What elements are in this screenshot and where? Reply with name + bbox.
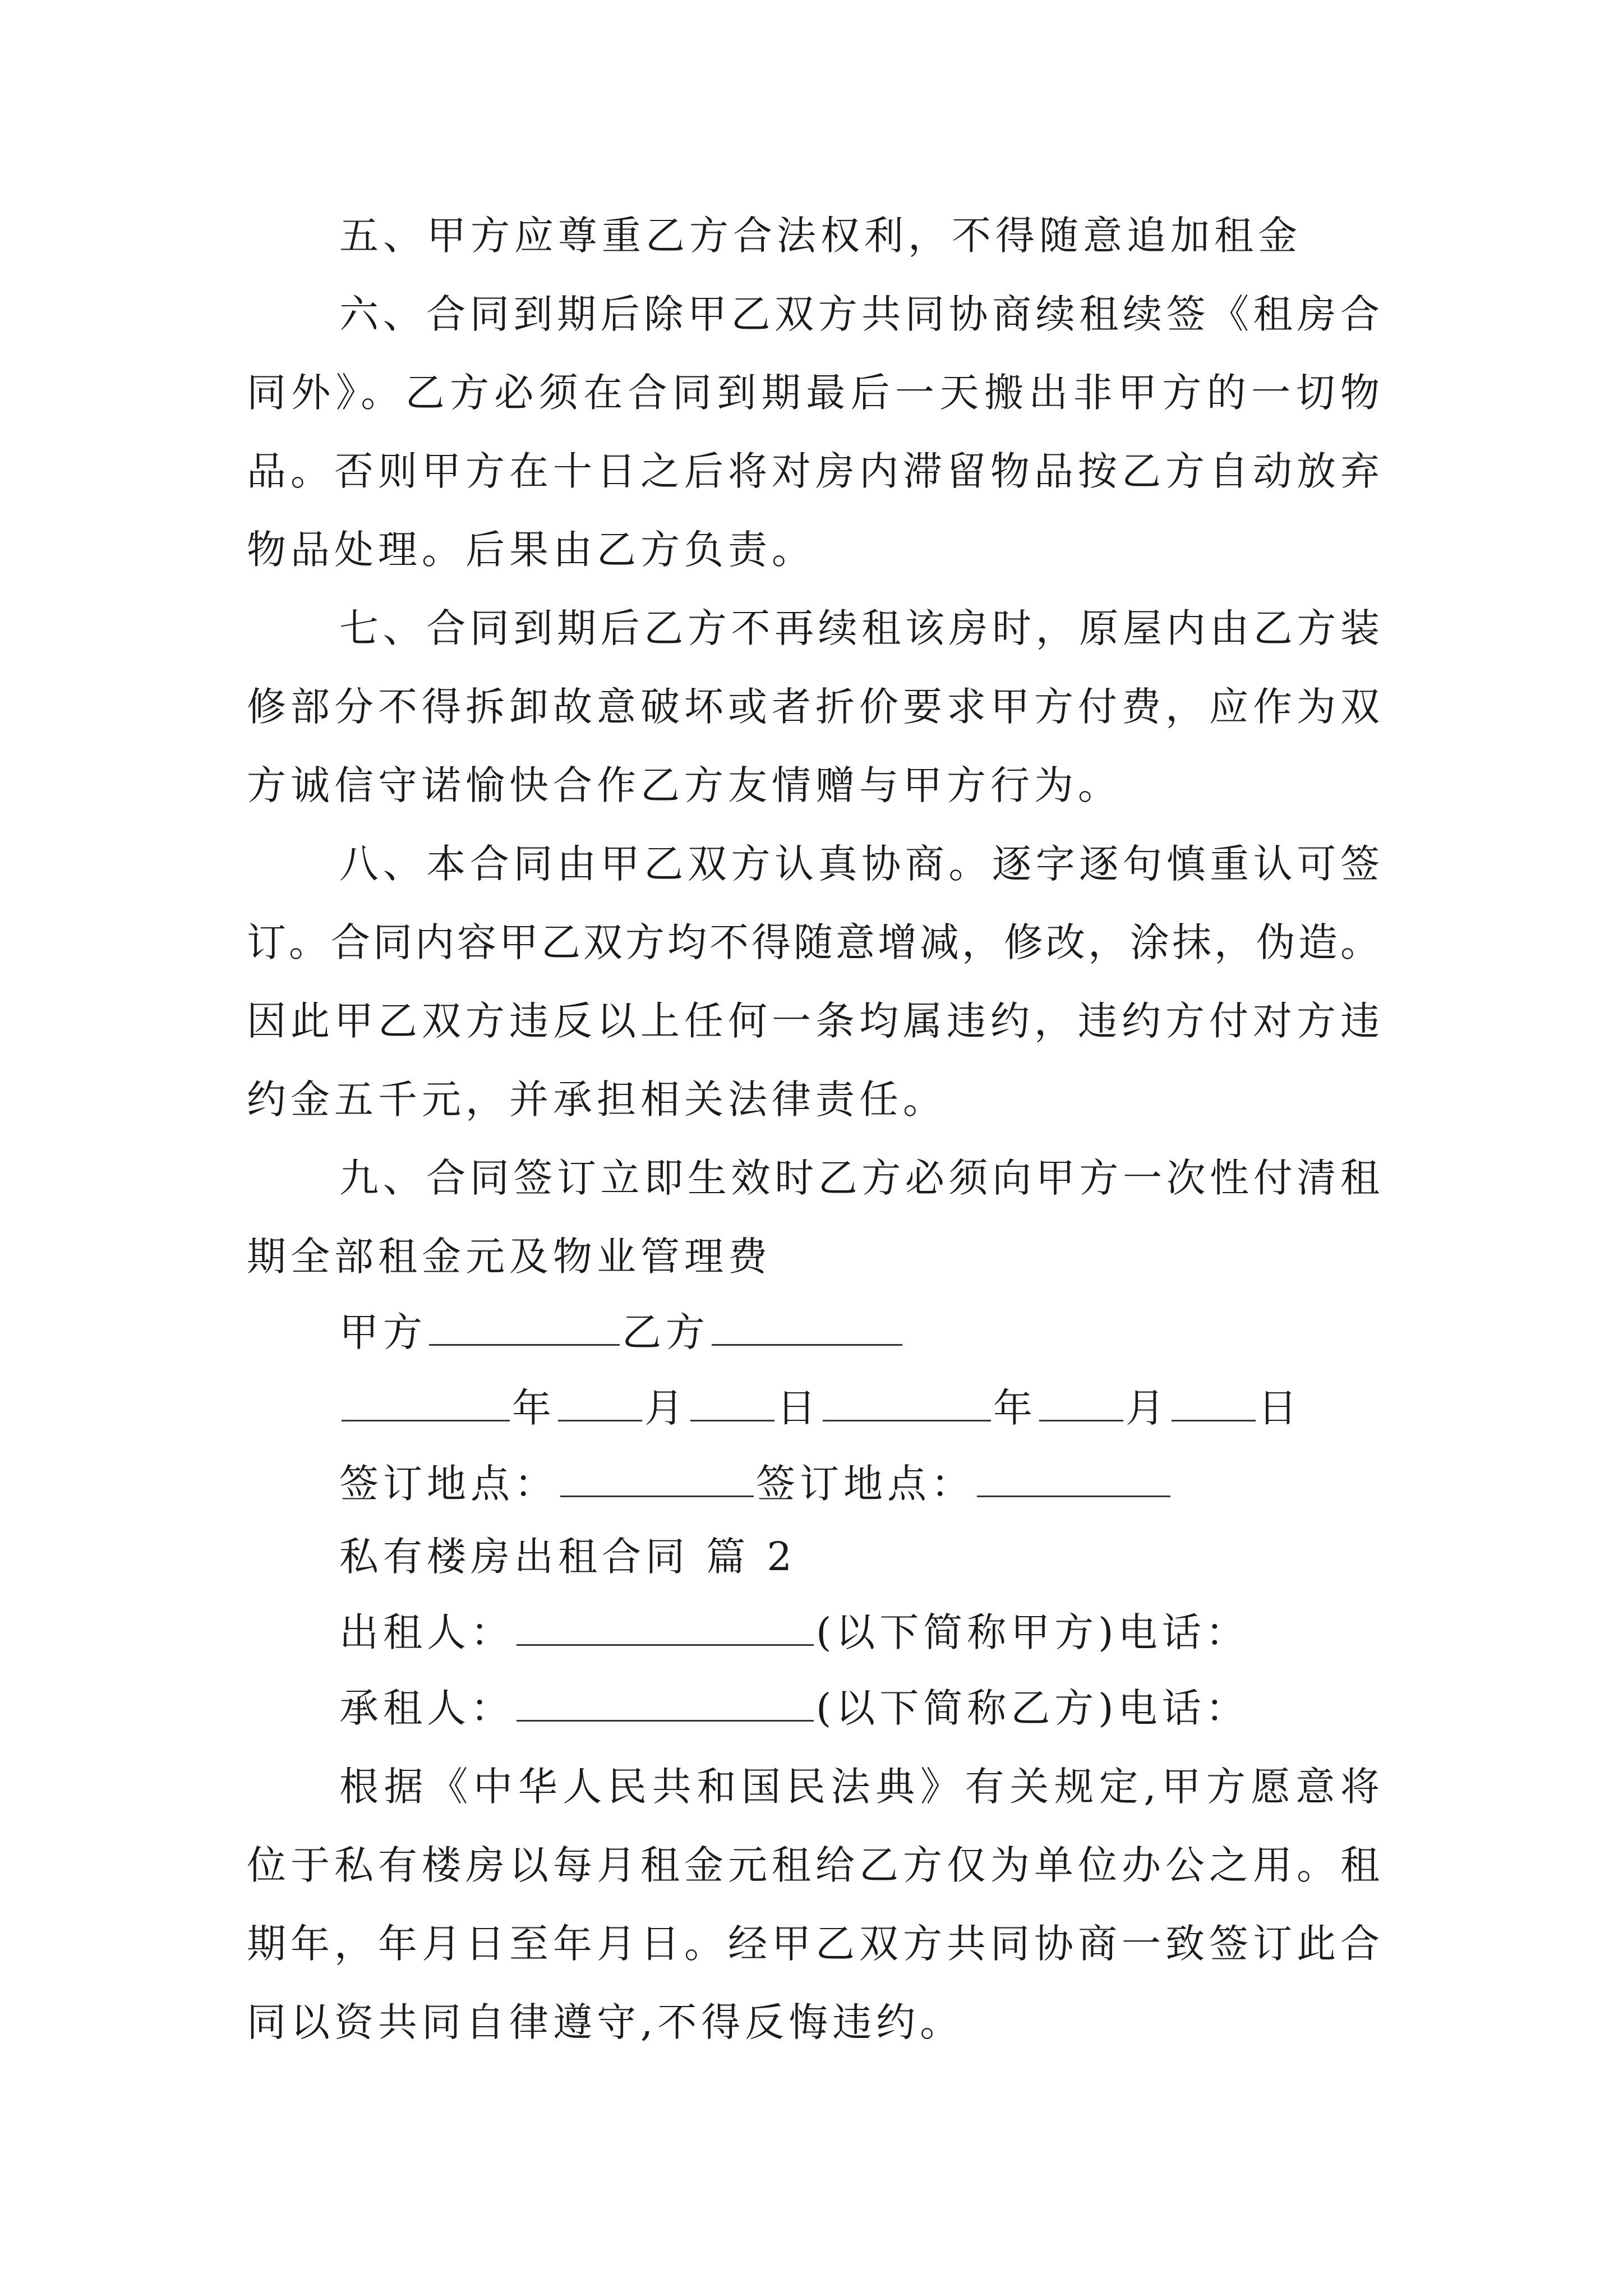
month-a-blank — [558, 1416, 642, 1421]
clause-7-line-3: 方诚信守诺愉快合作乙方友情赠与甲方行为。 — [247, 762, 1122, 808]
year-a-blank — [342, 1416, 510, 1421]
clause-8-line-2: 订。合同内容甲乙双方均不得随意增减，修改，涂抹，伪造。 — [247, 919, 1380, 965]
clause-9-line-1: 九、合同签订立即生效时乙方必须向甲方一次性付清租 — [339, 1155, 1380, 1201]
party-a-blank — [429, 1341, 620, 1346]
day-a-blank — [690, 1416, 774, 1421]
section-2-para-line-4: 同以资共同自律遵守,不得反悔违约。 — [247, 1999, 964, 2045]
clause-9-line-2: 期全部租金元及物业管理费 — [247, 1234, 772, 1280]
party-b-blank — [712, 1341, 902, 1346]
lessor-line — [339, 1607, 1249, 1658]
section-2-para-line-2: 位于私有楼房以每月租金元租给乙方仅为单位办公之用。租 — [247, 1842, 1380, 1888]
year-b-label: 年 — [993, 1385, 1037, 1431]
lessee-line — [339, 1683, 1249, 1733]
clause-7-line-2: 修部分不得拆卸故意破坏或者折价要求甲方付费，应作为双 — [247, 684, 1380, 730]
year-b-blank — [823, 1416, 991, 1421]
section-2-heading: 私有楼房出租合同 篇 2 — [339, 1534, 797, 1580]
day-b-blank — [1172, 1416, 1256, 1421]
clause-7-line-1: 七、合同到期后乙方不再续租该房时，原屋内由乙方装 — [339, 605, 1380, 651]
clause-6-line-4: 物品处理。后果由乙方负责。 — [247, 527, 815, 573]
section-2-para-line-1: 根据《中华人民共和国民法典》有关规定,甲方愿意将 — [339, 1764, 1380, 1810]
party-a-label: 甲方 — [339, 1309, 427, 1355]
signature-dates — [339, 1383, 1302, 1433]
lessee-suffix: (以下简称乙方)电话： — [816, 1685, 1249, 1731]
month-b-blank — [1039, 1416, 1123, 1421]
lessor-label: 出租人： — [339, 1609, 514, 1655]
place-a-blank — [560, 1492, 754, 1497]
clause-8-line-1: 八、本合同由甲乙双方认真协商。逐字逐句慎重认可签 — [339, 841, 1380, 887]
clause-6-line-1: 六、合同到期后除甲乙双方共同协商续租续签《租房合 — [339, 291, 1380, 337]
lessee-blank — [517, 1717, 814, 1722]
month-b-label: 月 — [1126, 1385, 1169, 1431]
section-2-para-line-3: 期年，年月日至年月日。经甲乙双方共同协商一致签订此合 — [247, 1921, 1380, 1967]
signature-places — [339, 1458, 1173, 1509]
year-a-label: 年 — [512, 1385, 556, 1431]
lessor-blank — [517, 1641, 814, 1646]
day-b-label: 日 — [1258, 1385, 1302, 1431]
lessee-label: 承租人： — [339, 1685, 514, 1731]
clause-5: 五、甲方应尊重乙方合法权利，不得随意追加租金 — [339, 213, 1302, 259]
place-b-label: 签订地点： — [756, 1461, 975, 1507]
clause-6-line-3: 品。否则甲方在十日之后将对房内滞留物品按乙方自动放弃 — [247, 448, 1380, 494]
signature-parties — [339, 1307, 905, 1358]
party-b-label: 乙方 — [622, 1309, 709, 1355]
day-a-label: 日 — [777, 1385, 820, 1431]
clause-8-line-3: 因此甲乙双方违反以上任何一条均属违约，违约方付对方违 — [247, 998, 1380, 1044]
clause-8-line-4: 约金五千元，并承担相关法律责任。 — [247, 1076, 947, 1122]
clause-6-line-2: 同外》。乙方必须在合同到期最后一天搬出非甲方的一切物 — [247, 370, 1380, 416]
month-a-label: 月 — [644, 1385, 688, 1431]
place-a-label: 签订地点： — [339, 1461, 558, 1507]
place-b-blank — [977, 1492, 1170, 1497]
lessor-suffix: (以下简称甲方)电话： — [816, 1609, 1249, 1655]
